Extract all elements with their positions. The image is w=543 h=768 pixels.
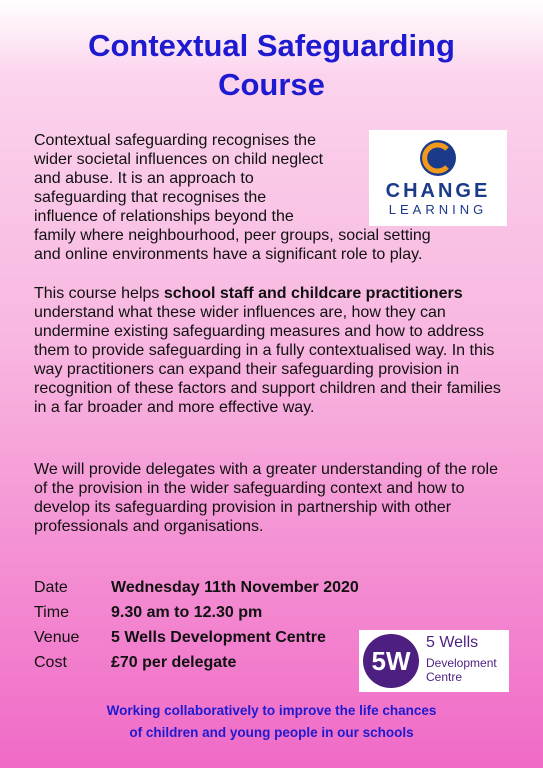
cost-row bbox=[34, 653, 359, 678]
five-wells-name: 5 Wells bbox=[426, 634, 479, 651]
venue-value: 5 Wells Development Centre bbox=[111, 629, 326, 646]
cost-label: Cost bbox=[34, 654, 67, 671]
intro-line: family where neighbourhood, peer groups, social setting bbox=[34, 227, 431, 244]
intro-line: Contextual safeguarding recognises the bbox=[34, 132, 316, 149]
intro-line: and online environments have a significant role to play. bbox=[34, 246, 423, 263]
five-wells-mark-text: 5W bbox=[371, 646, 411, 676]
cost-value: £70 per delegate bbox=[111, 654, 237, 671]
delegates-paragraph: We will provide delegates with a greater understanding of the role of the provision in the wider safeguarding context and how to develop its safeguarding provision in partnership with other professionals and organisations. bbox=[34, 461, 498, 535]
page-title bbox=[0, 26, 543, 104]
learning-logo-word: LEARNING bbox=[388, 202, 488, 217]
page-title-line2: Course bbox=[218, 67, 325, 102]
course-text-rest: understand what these wider influences are, how they can undermine existing safeguarding measures and how to address them to provide safeguarding in a fully contextualised way. In this way practitioners can expand their safeguarding provision in recognition of these factors and support children and their families in a far broader and more effective way. bbox=[34, 304, 501, 416]
change-logo-word: CHANGE bbox=[385, 180, 491, 202]
course-details bbox=[34, 578, 359, 678]
venue-label: Venue bbox=[34, 629, 80, 646]
course-text-prefix: This course helps bbox=[34, 285, 164, 302]
date-value: Wednesday 11th November 2020 bbox=[111, 579, 359, 596]
intro-paragraph bbox=[34, 131, 512, 264]
intro-line: and abuse. It is an approach to bbox=[34, 170, 254, 187]
five-wells-logo bbox=[359, 630, 509, 692]
page-title-line1: Contextual Safeguarding bbox=[88, 28, 455, 63]
course-paragraph bbox=[34, 284, 512, 417]
venue-row bbox=[34, 628, 359, 653]
date-row bbox=[34, 578, 359, 603]
time-label: Time bbox=[34, 604, 69, 621]
footer-tagline bbox=[0, 700, 543, 744]
five-wells-mark-icon bbox=[362, 633, 420, 689]
intro-line: safeguarding that recognises the bbox=[34, 189, 267, 206]
footer-line1: Working collaboratively to improve the life chances bbox=[106, 703, 437, 718]
footer-line2: of children and young people in our schools bbox=[129, 725, 414, 740]
intro-line: influence of relationships beyond the bbox=[34, 208, 294, 225]
audience-highlight: school staff and childcare practitioners bbox=[163, 285, 463, 302]
intro-line: wider societal influences on child neglect bbox=[34, 151, 324, 168]
time-row bbox=[34, 603, 359, 628]
date-label: Date bbox=[34, 579, 68, 596]
time-value: 9.30 am to 12.30 pm bbox=[111, 604, 263, 621]
five-wells-subtitle: Development Centre bbox=[426, 656, 497, 684]
